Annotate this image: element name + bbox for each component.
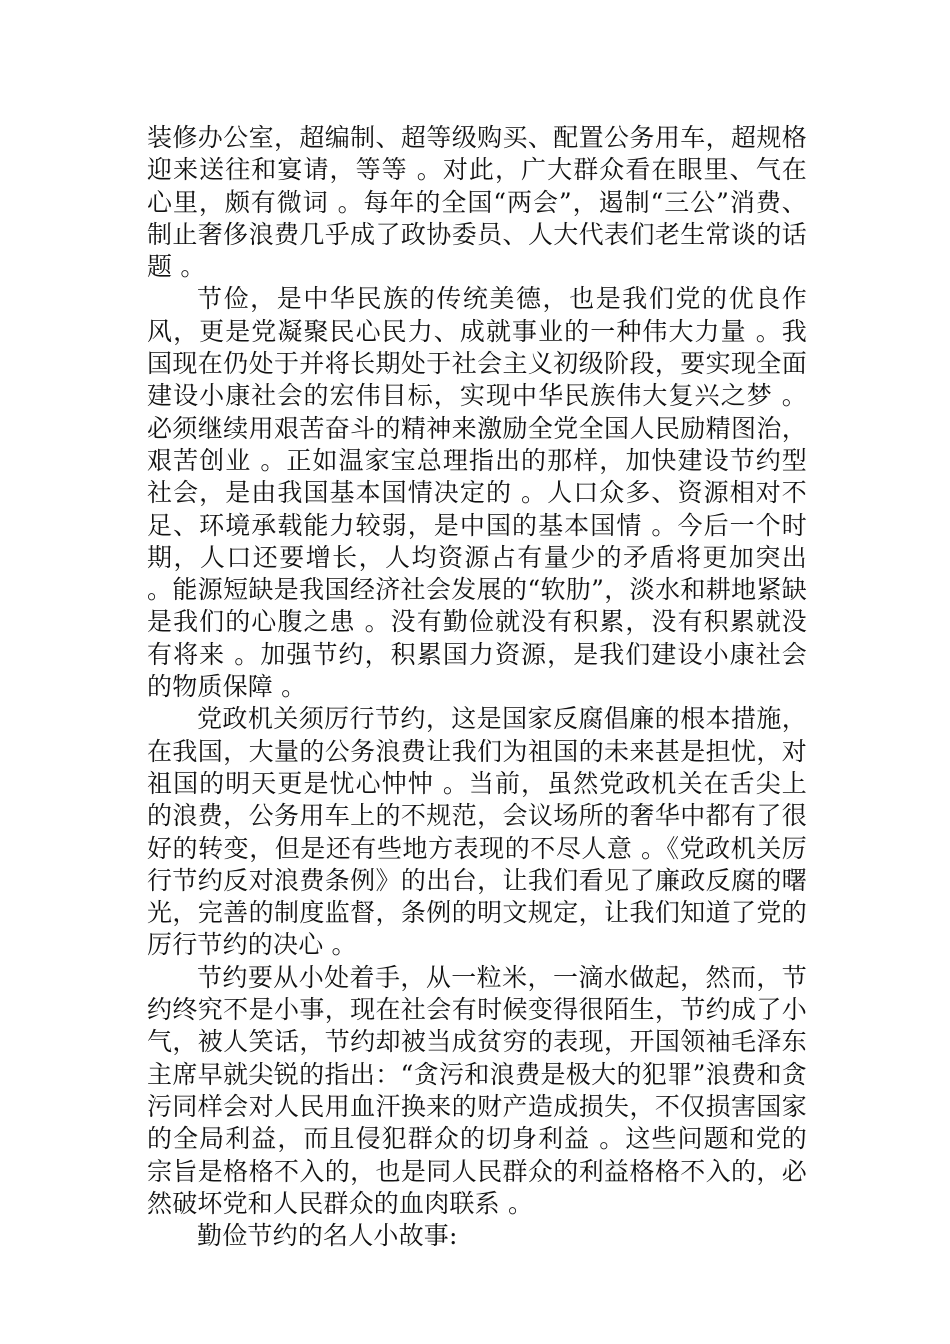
paragraph-frugality-virtue: 节俭，是中华民族的传统美德，也是我们党的优良作风，更是党凝聚民心民力、成就事业的一种伟大力量 。我国现在仍处于并将长期处于社会主义初级阶段，要实现全面建设小康社会的宏伟目标，实现中华民族伟大复兴之梦 。必须继续用艰苦奋斗的精神来激励全党全国人民励精图治，艰苦创业 。正如温家宝总理指出的那样，加快建设节约型社会，是由我国基本国情决定的 。人口众多、资源相对不足、环境承载能力较弱，是中国的基本国情 。今后一个时期，人口还要增长，人均资源占有量少的矛盾将更加突出 。能源短缺是我国经济社会发展的“软肋”，淡水和耕地紧缺是我们的心腹之患 。没有勤俭就没有积累，没有积累就没有将来 。加强节约，积累国力资源，是我们建设小康社会的物质保障 。 (147, 284, 807, 702)
body-text (147, 122, 807, 1252)
paragraph-stories-heading: 勤俭节约的名人小故事: (197, 1221, 458, 1251)
paragraph-party-organs: 党政机关须厉行节约，这是国家反腐倡廉的根本措施，在我国，大量的公务浪费让我们为祖国的未来甚是担忧，对祖国的明天更是忧心忡忡 。当前，虽然党政机关在舌尖上的浪费，公务用车上的不规范，会议场所的奢华中都有了很好的转变，但是还有些地方表现的不尽人意 。《党政机关厉行节约反对浪费条例》的出台，让我们看见了廉政反腐的曙光，完善的制度监督，条例的明文规定，让我们知道了党的厉行节约的决心 。 (147, 704, 807, 960)
paragraph-small-things: 节约要从小处着手，从一粒米，一滴水做起，然而，节约终究不是小事，现在社会有时候变得很陌生，节约成了小气，被人笑话，节约却被当成贫穷的表现，开国领袖毛泽东主席早就尖锐的指出：“贪污和浪费是极大的犯罪”浪费和贪污同样会对人民用血汗换来的财产造成损失，不仅损害国家的全局利益，而且侵犯群众的切身利益 。这些问题和党的宗旨是格格不入的，也是同人民群众的利益格格不入的，必然破坏党和人民群众的血肉联系 。 (147, 962, 807, 1218)
paragraph-continuation: 装修办公室，超编制、超等级购买、配置公务用车，超规格迎来送往和宴请，等等 。对此，广大群众看在眼里、气在心里，颇有微词 。每年的全国“两会”，遏制“三公”消费、制止奢侈浪费几乎成了政协委员、人大代表们老生常谈的话题 。 (147, 123, 807, 282)
